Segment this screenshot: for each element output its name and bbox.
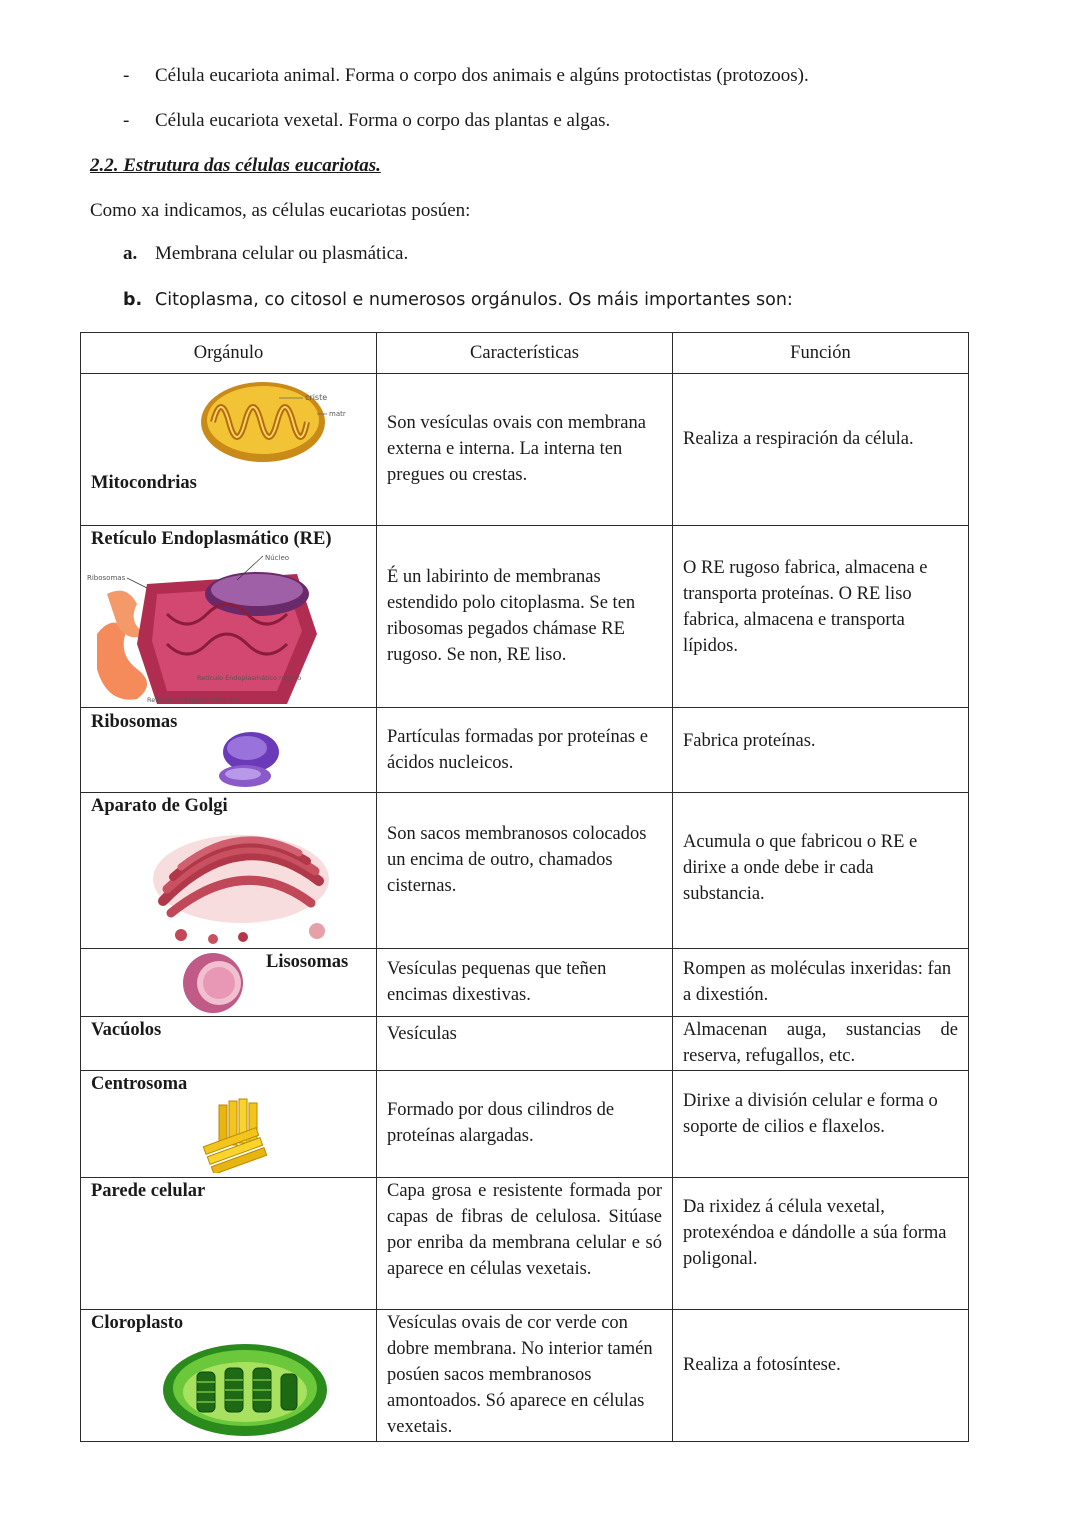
cell-funcion: Fabrica proteínas. — [673, 708, 969, 793]
cell-funcion: Da rixidez á célula vexetal, protexéndoa e dándolle a súa forma poligonal. — [673, 1178, 969, 1310]
table-row — [81, 708, 969, 793]
cell-organulo — [81, 949, 377, 1017]
label-criste: criste — [305, 393, 328, 402]
organelle-name: Parede celular — [91, 1181, 206, 1201]
cell-caracteristicas: Formado por dous cilindros de proteínas alargadas. — [377, 1071, 673, 1178]
cell-organulo — [81, 1310, 377, 1442]
cell-caracteristicas: Vesículas ovais de cor verde con dobre membrana. No interior tamén posúen sacos membranosos amontoados. Só aparece en células vexetais. — [377, 1310, 673, 1442]
section-lead: Como xa indicamos, as células eucariotas posúen: — [90, 200, 471, 221]
cell-organulo — [81, 1178, 377, 1310]
cell-funcion: Dirixe a división celular e forma o soporte de cilios e flaxelos. — [673, 1071, 969, 1178]
header-funcion: Función — [673, 333, 969, 374]
organelle-name: Retículo Endoplasmático (RE) — [91, 529, 332, 549]
cell-funcion: Rompen as moléculas inxeridas: fan a dixestión. — [673, 949, 969, 1017]
table-row — [81, 949, 969, 1017]
mitochondria-image — [199, 376, 349, 466]
cell-organulo — [81, 526, 377, 708]
header-organulo: Orgánulo — [81, 333, 377, 374]
section-title: 2.2. Estrutura das células eucariotas. — [90, 155, 381, 176]
ribosome-image — [211, 730, 283, 790]
organelle-name: Aparato de Golgi — [91, 796, 228, 816]
cell-caracteristicas: É un labirinto de membranas estendido polo citoplasma. Se ten ribosomas pegados chámase RE rugoso. Se non, RE liso. — [377, 526, 673, 708]
organelle-name: Vacúolos — [91, 1020, 162, 1040]
organelle-name: Centrosoma — [91, 1074, 188, 1094]
cell-caracteristicas: Son sacos membranosos colocados un encima de outro, chamados cisternas. — [377, 793, 673, 949]
table-row — [81, 374, 969, 526]
cell-caracteristicas: Partículas formadas por proteínas e ácidos nucleicos. — [377, 708, 673, 793]
cell-organulo — [81, 1071, 377, 1178]
organelle-name: Mitocondrias — [91, 473, 197, 493]
centrosome-image — [199, 1097, 279, 1173]
table-row — [81, 1017, 969, 1071]
organelle-table — [80, 332, 969, 1442]
cell-funcion: Realiza a fotosíntese. — [673, 1310, 969, 1442]
header-caracteristicas: Características — [377, 333, 673, 374]
label-nucleo: Núcleo — [265, 554, 290, 562]
table-row — [81, 526, 969, 708]
table-header-row — [81, 333, 969, 374]
cell-caracteristicas: Vesículas pequenas que teñen encimas dixestivas. — [377, 949, 673, 1017]
cell-organulo — [81, 793, 377, 949]
cell-caracteristicas: Vesículas — [377, 1017, 673, 1071]
cell-caracteristicas: Son vesículas ovais con membrana externa e interna. La interna ten pregues ou crestas. — [377, 374, 673, 526]
label-matr: matr — [329, 410, 346, 418]
cell-organulo — [81, 1017, 377, 1071]
golgi-apparatus-image — [151, 831, 331, 947]
organelle-name: Cloroplasto — [91, 1313, 184, 1333]
endoplasmic-reticulum-image — [87, 554, 327, 706]
table-row — [81, 1310, 969, 1442]
cell-funcion: O RE rugoso fabrica, almacena e transporta proteínas. O RE liso fabrica, almacena e transporta lípidos. — [673, 526, 969, 708]
table-row — [81, 1178, 969, 1310]
organelle-name: Lisosomas — [266, 952, 349, 972]
cell-funcion: Realiza a respiración da célula. — [673, 374, 969, 526]
organelle-name: Ribosomas — [91, 712, 178, 732]
table-row — [81, 793, 969, 949]
chloroplast-image — [161, 1338, 329, 1438]
cell-caracteristicas: Capa grosa e resistente formada por capas de fibras de celulosa. Sitúase por enriba da membrana celular e só aparece en células vexetais. — [377, 1178, 673, 1310]
cell-funcion: Acumula o que fabricou o RE e dirixe a onde debe ir cada substancia. — [673, 793, 969, 949]
table-row — [81, 1071, 969, 1178]
label-re-rugoso: Retículo Endoplasmático rugoso — [197, 674, 302, 682]
label-ribosomas: Ribosomas — [87, 574, 126, 582]
cell-organulo — [81, 374, 377, 526]
cell-funcion: Almacenan auga, sustancias de reserva, refugallos, etc. — [673, 1017, 969, 1071]
lysosome-image — [181, 951, 247, 1015]
cell-organulo — [81, 708, 377, 793]
label-re-liso: Retículo Endoplasmático liso — [147, 696, 241, 704]
